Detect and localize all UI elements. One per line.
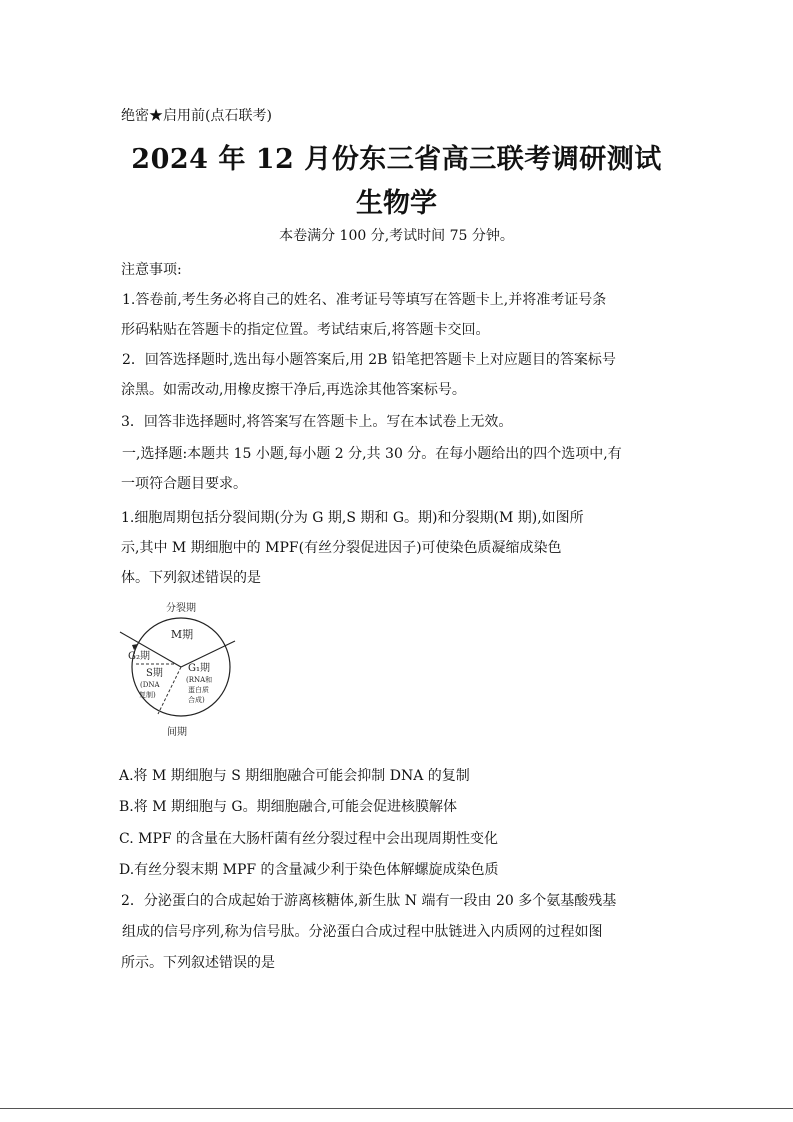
q1-option-b: B.将 M 期细胞与 G。期细胞融合,可能会促进核膜解体 [119, 799, 458, 815]
q1-stem-line-2: 示,其中 M 期细胞中的 MPF(有丝分裂促进因子)可使染色质凝缩成染色 [121, 540, 562, 556]
section-1-intro-line-2: 一项符合题目要求。 [121, 476, 247, 492]
figure-note-s-replication: 复制) [139, 691, 156, 699]
figure-note-s-dna: (DNA [140, 681, 160, 689]
notice-heading: 注意事项: [121, 262, 182, 278]
notice-item-2-line-2: 涂黑。如需改动,用橡皮擦干净后,再选涂其他答案标号。 [121, 382, 466, 398]
exam-title: 2024 年 12 月份东三省高三联考调研测试 [131, 144, 662, 175]
page-bottom-rule [0, 1108, 793, 1109]
q1-option-c: C. MPF 的含量在大肠杆菌有丝分裂过程中会出现周期性变化 [119, 831, 499, 847]
figure-note-g1-synthesis: 合成) [188, 696, 205, 704]
q1-stem-line-1: 1.细胞周期包括分裂间期(分为 G 期,S 期和 G。期)和分裂期(M 期),如图所 [121, 510, 584, 526]
q1-option-a: A.将 M 期细胞与 S 期细胞融合可能会抑制 DNA 的复制 [119, 768, 470, 784]
q1-option-d: D.有丝分裂末期 MPF 的含量减少利于染色体解螺旋成染色质 [119, 862, 499, 878]
q2-stem-line-1: 2．分泌蛋白的合成起始于游离核糖体,新生肽 N 端有一段由 20 多个氨基酸残基 [121, 893, 617, 909]
figure-note-g1-protein: 蛋白质 [188, 686, 209, 694]
figure-label-g1-phase: G₁期 [188, 663, 210, 674]
notice-item-3: 3．回答非选择题时,将答案写在答题卡上。写在本试卷上无效。 [121, 414, 513, 430]
figure-label-interphase: 间期 [167, 727, 187, 738]
q1-stem-line-3: 体。下列叙述错误的是 [121, 570, 261, 586]
score-time-note: 本卷满分 100 分,考试时间 75 分钟。 [279, 228, 514, 244]
q2-stem-line-2: 组成的信号序列,称为信号肽。分泌蛋白合成过程中肽链进入内质网的过程如图 [122, 924, 603, 940]
figure-note-g1-rna: (RNA和 [186, 676, 213, 684]
subject-title: 生物学 [356, 188, 437, 219]
figure-label-m-phase: M期 [170, 628, 194, 641]
figure-label-g2-phase: G₂期 [128, 651, 150, 662]
section-1-intro-line-1: 一,选择题:本题共 15 小题,每小题 2 分,共 30 分。在每小题给出的四个选项中,有 [122, 446, 622, 462]
secrecy-label: 绝密★启用前(点石联考) [121, 108, 272, 124]
notice-item-2-line-1: 2．回答选择题时,选出每小题答案后,用 2B 铅笔把答题卡上对应题目的答案标号 [122, 352, 616, 368]
notice-item-1-line-1: 1.答卷前,考生务必将自己的姓名、准考证号等填写在答题卡上,并将准考证号条 [122, 292, 607, 308]
notice-item-1-line-2: 形码粘贴在答题卡的指定位置。考试结束后,将答题卡交回。 [121, 322, 490, 338]
q2-stem-line-3: 所示。下列叙述错误的是 [121, 955, 275, 971]
cell-cycle-diagram [114, 598, 244, 744]
figure-label-m-division: 分裂期 [166, 603, 196, 614]
figure-label-s-phase: S期 [146, 668, 163, 679]
